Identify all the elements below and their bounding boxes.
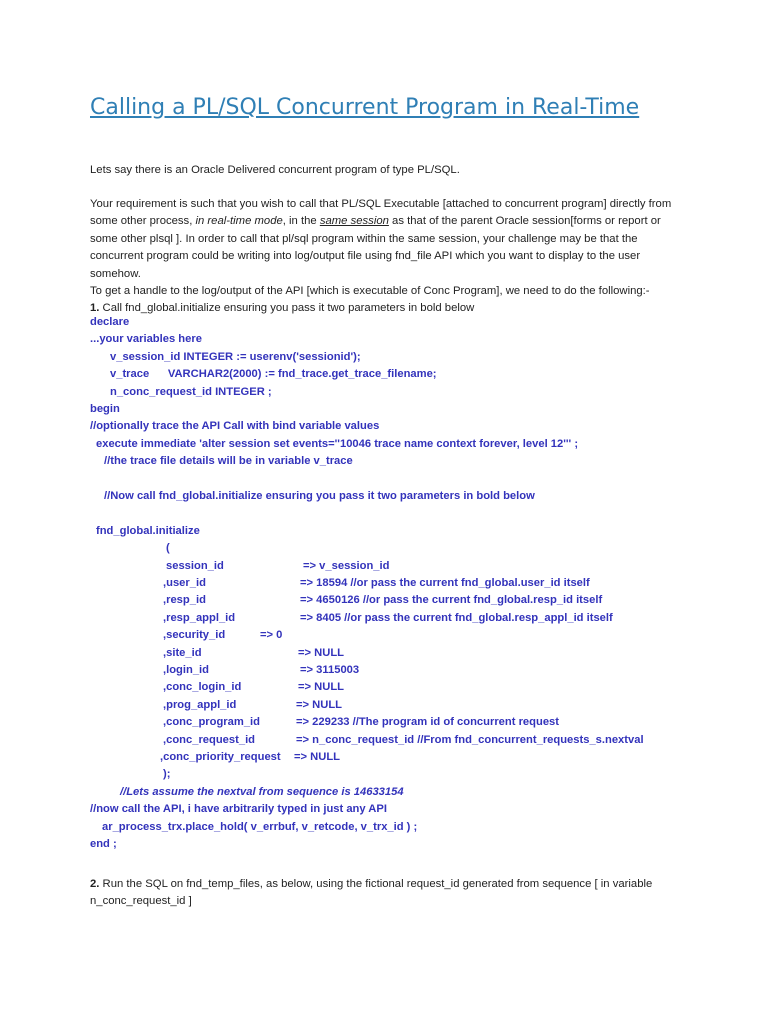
- code-open-paren: (: [166, 542, 170, 554]
- param-name: ,conc_program_id: [163, 716, 260, 728]
- requirement-text-2: , in the: [282, 215, 320, 228]
- step-2-paragraph: [90, 876, 680, 911]
- param-name: ,conc_login_id: [163, 681, 242, 693]
- param-name: session_id: [166, 560, 224, 572]
- code-ar-call: ar_process_trx.place_hold( v_errbuf, v_retcode, v_trx_id ) ;: [102, 821, 418, 833]
- code-v-session: v_session_id INTEGER := userenv('sessionid');: [110, 351, 361, 363]
- param-value: => 4650126 //or pass the current fnd_global.resp_id itself: [300, 594, 603, 606]
- code-trace-comment: //optionally trace the API Call with bind variable values: [90, 420, 380, 432]
- param-name: ,site_id: [163, 647, 202, 659]
- requirement-text-1: Your requirement is such that you wish to call that PL/SQL Executable [attached to concurrent program] directly from some other process,: [90, 198, 672, 228]
- param-value: => n_conc_request_id //From fnd_concurrent_requests_s.nextval: [296, 734, 644, 746]
- same-session-emphasis: same session: [319, 215, 389, 228]
- code-execute: execute immediate 'alter session set events=''10046 trace name context forever, level 12''' ;: [96, 438, 579, 450]
- page-title: Calling a PL/SQL Concurrent Program in Real-Time: [90, 95, 640, 120]
- param-value: => NULL: [298, 681, 345, 693]
- code-begin: begin: [90, 403, 120, 415]
- code-now-call: //Now call fnd_global.initialize ensuring you pass it two parameters in bold below: [104, 490, 535, 502]
- requirement-paragraph: [90, 196, 690, 283]
- code-n-conc: n_conc_request_id INTEGER ;: [110, 386, 272, 398]
- step-1-paragraph: [90, 300, 690, 317]
- param-value: => NULL: [296, 699, 343, 711]
- code-close-paren: );: [163, 768, 171, 780]
- code-now-api: //now call the API, i have arbitrarily typed in just any API: [90, 803, 387, 815]
- real-time-mode-emphasis: in real-time mode: [195, 215, 283, 228]
- requirement-text-3: as that of the parent Oracle session[forms or report or some other plsql ]. In order to call that pl/sql program within the same session, your challenge may be that the concurrent program could be writing into log/output file using fnd_file API which you want to display to the user somehow.: [90, 215, 661, 280]
- param-name: ,security_id: [163, 629, 226, 641]
- param-name: ,login_id: [163, 664, 209, 676]
- param-value: => 18594 //or pass the current fnd_global.user_id itself: [300, 577, 590, 589]
- intro-paragraph: Lets say there is an Oracle Delivered concurrent program of type PL/SQL.: [90, 164, 460, 176]
- handle-paragraph: To get a handle to the log/output of the API [which is executable of Conc Program], we need to do the following:-: [90, 285, 650, 297]
- param-value: => 0: [260, 629, 283, 641]
- code-vars-comment: ...your variables here: [90, 333, 202, 345]
- step-1-number: 1.: [90, 302, 100, 314]
- step-2-text: Run the SQL on fnd_temp_files, as below, using the fictional request_id generated from sequence [ in variable n_conc_request_id ]: [90, 878, 653, 908]
- step-2-number: 2.: [90, 878, 100, 890]
- param-name: ,prog_appl_id: [163, 699, 237, 711]
- code-v-trace: v_trace VARCHAR2(2000) := fnd_trace.get_trace_filename;: [110, 368, 437, 380]
- param-value: => NULL: [294, 751, 341, 763]
- code-declare: declare: [90, 316, 130, 328]
- code-assume: [120, 784, 404, 801]
- code-end: end ;: [90, 838, 117, 850]
- code-assume-text: //Lets assume the nextval from sequence is 14633154: [120, 786, 404, 798]
- step-1-text: Call fnd_global.initialize ensuring you pass it two parameters in bold below: [99, 302, 475, 314]
- param-name: ,conc_request_id: [163, 734, 256, 746]
- param-value: => NULL: [298, 647, 345, 659]
- param-value: => 8405 //or pass the current fnd_global.resp_appl_id itself: [300, 612, 613, 624]
- param-name: ,conc_priority_request: [160, 751, 281, 763]
- code-fnd-init: fnd_global.initialize: [96, 525, 200, 537]
- param-value: => 229233 //The program id of concurrent request: [296, 716, 559, 728]
- param-name: ,user_id: [163, 577, 206, 589]
- param-value: => 3115003: [300, 664, 360, 676]
- param-name: ,resp_id: [163, 594, 206, 606]
- code-trace-file: //the trace file details will be in variable v_trace: [104, 455, 353, 467]
- param-value: => v_session_id: [303, 560, 390, 572]
- param-name: ,resp_appl_id: [163, 612, 236, 624]
